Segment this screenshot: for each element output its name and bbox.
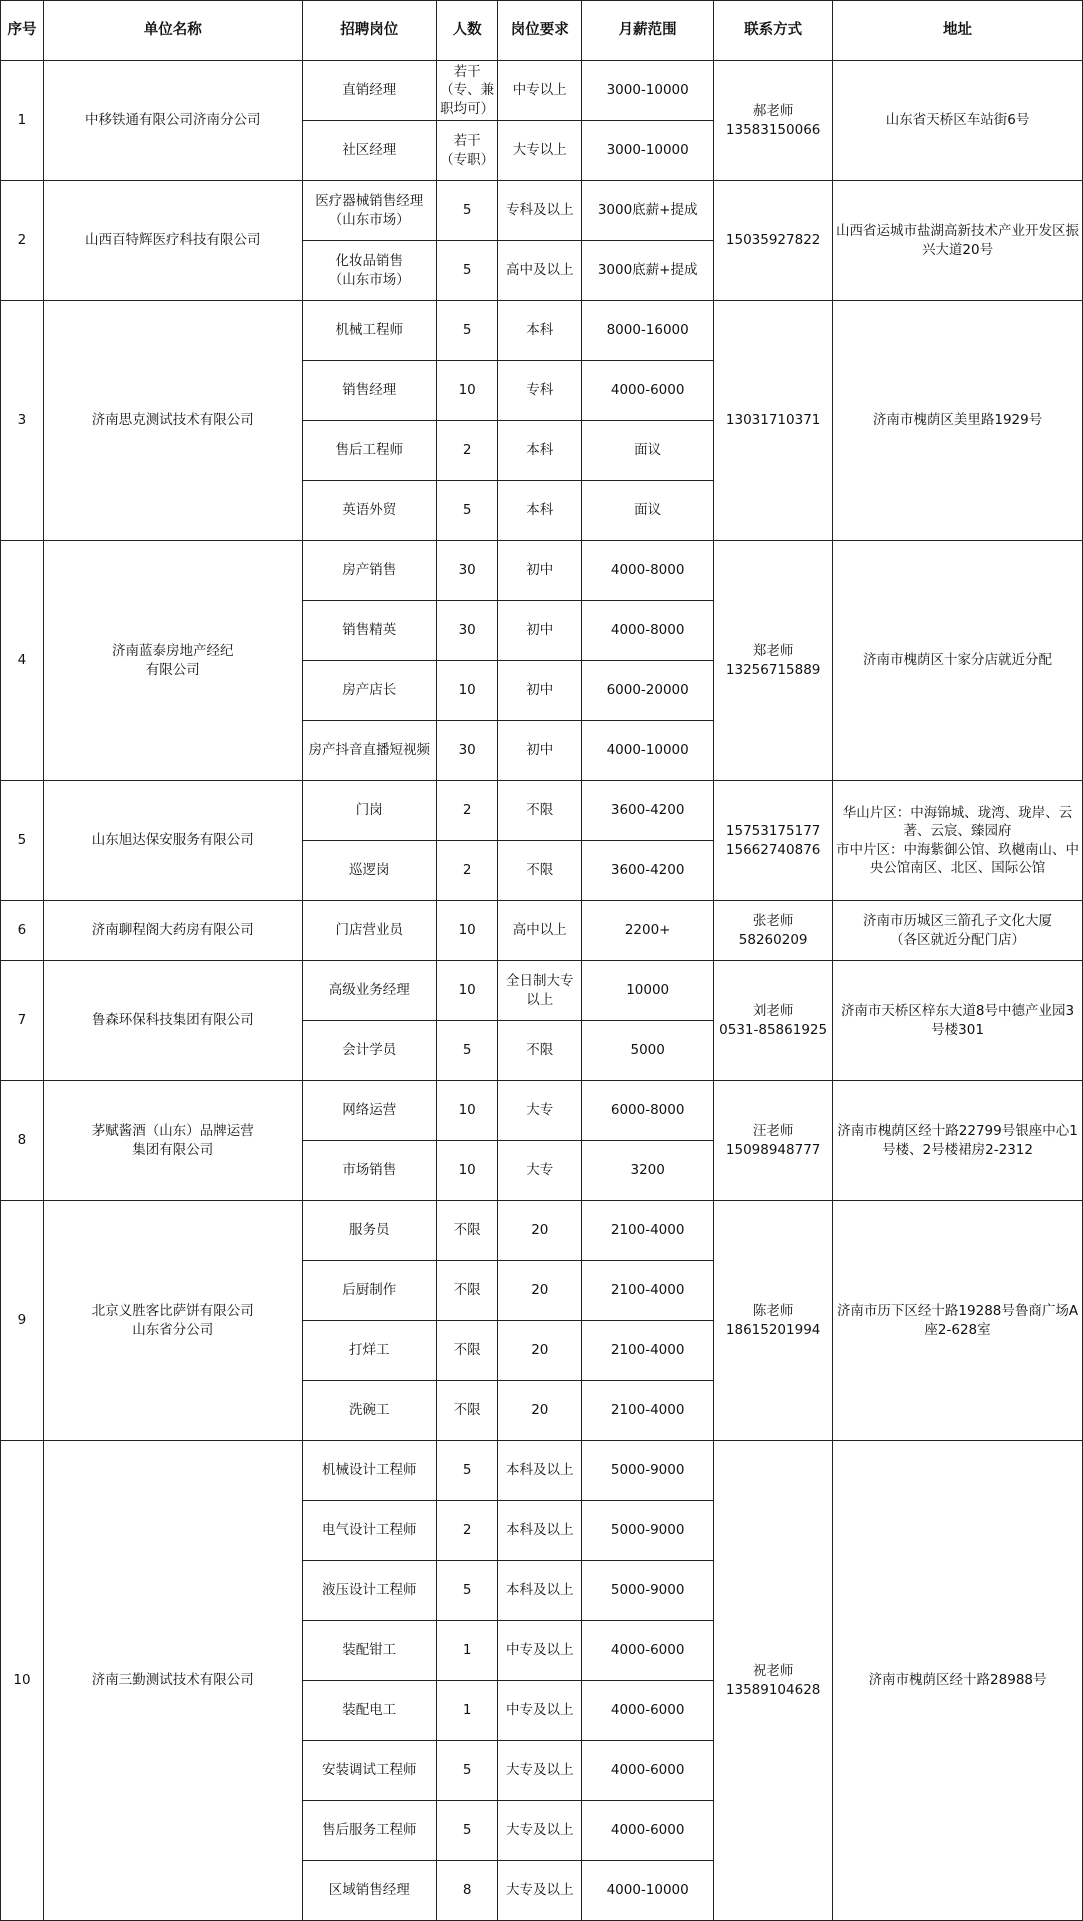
company-name: 山西百特辉医疗科技有限公司 — [43, 181, 302, 301]
job-title: 高级业务经理 — [302, 961, 436, 1021]
job-salary: 6000-8000 — [582, 1081, 714, 1141]
header-row — [1, 1, 1083, 61]
job-salary: 4000-6000 — [582, 1681, 714, 1741]
job-title: 洗碗工 — [302, 1381, 436, 1441]
job-requirement: 初中 — [498, 721, 582, 781]
job-count: 5 — [436, 1561, 498, 1621]
job-salary: 2200+ — [582, 901, 714, 961]
job-count: 5 — [436, 181, 498, 241]
job-salary: 3000-10000 — [582, 121, 714, 181]
table-row — [1, 961, 1083, 1021]
job-title: 机械设计工程师 — [302, 1441, 436, 1501]
job-title: 机械工程师 — [302, 301, 436, 361]
job-requirement: 本科及以上 — [498, 1501, 582, 1561]
row-number: 9 — [1, 1201, 44, 1441]
company-address: 山西省运城市盐湖高新技术产业开发区振兴大道20号 — [833, 181, 1083, 301]
job-title: 房产店长 — [302, 661, 436, 721]
job-requirement: 20 — [498, 1321, 582, 1381]
job-salary: 4000-8000 — [582, 541, 714, 601]
job-requirement: 大专以上 — [498, 121, 582, 181]
job-salary: 2100-4000 — [582, 1381, 714, 1441]
header-count: 人数 — [436, 1, 498, 61]
job-title: 安装调试工程师 — [302, 1741, 436, 1801]
job-requirement: 大专及以上 — [498, 1801, 582, 1861]
job-title: 巡逻岗 — [302, 841, 436, 901]
job-title: 打烊工 — [302, 1321, 436, 1381]
job-title: 销售经理 — [302, 361, 436, 421]
job-title: 网络运营 — [302, 1081, 436, 1141]
job-title: 销售精英 — [302, 601, 436, 661]
table-row — [1, 1441, 1083, 1501]
job-salary: 3600-4200 — [582, 841, 714, 901]
company-address: 济南市历下区经十路19288号鲁商广场A座2-628室 — [833, 1201, 1083, 1441]
job-requirement: 不限 — [498, 1021, 582, 1081]
job-count: 若干 （专、兼职均可） — [436, 61, 498, 121]
job-count: 不限 — [436, 1321, 498, 1381]
header-requirement: 岗位要求 — [498, 1, 582, 61]
company-name: 济南聊程阁大药房有限公司 — [43, 901, 302, 961]
job-title: 区域销售经理 — [302, 1861, 436, 1921]
job-requirement: 本科及以上 — [498, 1441, 582, 1501]
company-name: 济南蓝泰房地产经纪 有限公司 — [43, 541, 302, 781]
company-name: 北京义胜客比萨饼有限公司 山东省分公司 — [43, 1201, 302, 1441]
job-requirement: 高中以上 — [498, 901, 582, 961]
job-requirement: 全日制大专以上 — [498, 961, 582, 1021]
company-name: 济南三勤测试技术有限公司 — [43, 1441, 302, 1921]
job-requirement: 20 — [498, 1261, 582, 1321]
job-salary: 2100-4000 — [582, 1201, 714, 1261]
job-title: 装配电工 — [302, 1681, 436, 1741]
row-number: 2 — [1, 181, 44, 301]
job-salary: 4000-6000 — [582, 361, 714, 421]
job-salary: 5000 — [582, 1021, 714, 1081]
row-number: 3 — [1, 301, 44, 541]
job-requirement: 不限 — [498, 841, 582, 901]
contact-info: 张老师 58260209 — [714, 901, 833, 961]
job-title: 门岗 — [302, 781, 436, 841]
job-count: 10 — [436, 901, 498, 961]
header-company: 单位名称 — [43, 1, 302, 61]
job-title: 后厨制作 — [302, 1261, 436, 1321]
table-row — [1, 1081, 1083, 1141]
company-address: 山东省天桥区车站街6号 — [833, 61, 1083, 181]
job-salary: 3200 — [582, 1141, 714, 1201]
job-salary: 2100-4000 — [582, 1321, 714, 1381]
job-salary: 3000-10000 — [582, 61, 714, 121]
table-row — [1, 61, 1083, 121]
job-requirement: 不限 — [498, 781, 582, 841]
job-title: 市场销售 — [302, 1141, 436, 1201]
job-title: 房产抖音直播短视频 — [302, 721, 436, 781]
job-requirement: 大专及以上 — [498, 1741, 582, 1801]
job-count: 10 — [436, 961, 498, 1021]
job-salary: 6000-20000 — [582, 661, 714, 721]
job-requirement: 本科 — [498, 481, 582, 541]
job-title: 会计学员 — [302, 1021, 436, 1081]
company-address: 华山片区：中海锦城、珑湾、珑岸、云著、云宸、臻园府 市中片区：中海紫御公馆、玖樾南山、中央公馆南区、北区、国际公馆 — [833, 781, 1083, 901]
table-row — [1, 301, 1083, 361]
job-title: 门店营业员 — [302, 901, 436, 961]
job-salary: 面议 — [582, 481, 714, 541]
row-number: 4 — [1, 541, 44, 781]
company-name: 茅赋酱酒（山东）品牌运营 集团有限公司 — [43, 1081, 302, 1201]
company-address: 济南市历城区三箭孔子文化大厦 （各区就近分配门店） — [833, 901, 1083, 961]
job-count: 30 — [436, 601, 498, 661]
job-count: 不限 — [436, 1201, 498, 1261]
job-count: 5 — [436, 241, 498, 301]
job-count: 8 — [436, 1861, 498, 1921]
job-count: 2 — [436, 781, 498, 841]
company-name: 鲁森环保科技集团有限公司 — [43, 961, 302, 1081]
header-address: 地址 — [833, 1, 1083, 61]
job-title: 装配钳工 — [302, 1621, 436, 1681]
job-title: 电气设计工程师 — [302, 1501, 436, 1561]
row-number: 8 — [1, 1081, 44, 1201]
job-salary: 4000-6000 — [582, 1741, 714, 1801]
contact-info: 15753175177 15662740876 — [714, 781, 833, 901]
job-count: 5 — [436, 481, 498, 541]
job-title: 房产销售 — [302, 541, 436, 601]
contact-info: 郑老师 13256715889 — [714, 541, 833, 781]
job-salary: 3600-4200 — [582, 781, 714, 841]
contact-info: 13031710371 — [714, 301, 833, 541]
job-salary: 5000-9000 — [582, 1441, 714, 1501]
job-salary: 3000底薪+提成 — [582, 241, 714, 301]
job-salary: 4000-6000 — [582, 1801, 714, 1861]
job-count: 2 — [436, 841, 498, 901]
job-requirement: 初中 — [498, 601, 582, 661]
row-number: 5 — [1, 781, 44, 901]
company-address: 济南市槐荫区美里路1929号 — [833, 301, 1083, 541]
table-row — [1, 181, 1083, 241]
table-body — [1, 61, 1083, 1921]
job-requirement: 中专以上 — [498, 61, 582, 121]
job-count: 不限 — [436, 1381, 498, 1441]
job-title: 直销经理 — [302, 61, 436, 121]
job-requirement: 20 — [498, 1381, 582, 1441]
job-count: 5 — [436, 1801, 498, 1861]
contact-info: 汪老师 15098948777 — [714, 1081, 833, 1201]
job-requirement: 中专及以上 — [498, 1621, 582, 1681]
header-salary: 月薪范围 — [582, 1, 714, 61]
job-requirement: 20 — [498, 1201, 582, 1261]
job-requirement: 大专 — [498, 1081, 582, 1141]
job-count: 5 — [436, 301, 498, 361]
job-count: 2 — [436, 1501, 498, 1561]
job-salary: 5000-9000 — [582, 1501, 714, 1561]
job-salary: 4000-8000 — [582, 601, 714, 661]
row-number: 10 — [1, 1441, 44, 1921]
company-name: 济南思克测试技术有限公司 — [43, 301, 302, 541]
row-number: 6 — [1, 901, 44, 961]
job-salary: 10000 — [582, 961, 714, 1021]
company-address: 济南市槐荫区经十路22799号银座中心1号楼、2号楼裙房2-2312 — [833, 1081, 1083, 1201]
job-count: 不限 — [436, 1261, 498, 1321]
company-name: 山东旭达保安服务有限公司 — [43, 781, 302, 901]
job-count: 若干 （专职） — [436, 121, 498, 181]
company-name: 中移铁通有限公司济南分公司 — [43, 61, 302, 181]
job-requirement: 本科 — [498, 421, 582, 481]
job-count: 30 — [436, 541, 498, 601]
company-address: 济南市槐荫区十家分店就近分配 — [833, 541, 1083, 781]
row-number: 1 — [1, 61, 44, 181]
header-position: 招聘岗位 — [302, 1, 436, 61]
job-requirement: 高中及以上 — [498, 241, 582, 301]
job-count: 2 — [436, 421, 498, 481]
job-requirement: 本科及以上 — [498, 1561, 582, 1621]
job-requirement: 本科 — [498, 301, 582, 361]
contact-info: 郝老师 13583150066 — [714, 61, 833, 181]
job-salary: 4000-6000 — [582, 1621, 714, 1681]
job-count: 10 — [436, 661, 498, 721]
job-title: 化妆品销售 （山东市场） — [302, 241, 436, 301]
job-count: 5 — [436, 1441, 498, 1501]
contact-info: 陈老师 18615201994 — [714, 1201, 833, 1441]
table-row — [1, 541, 1083, 601]
job-salary: 4000-10000 — [582, 1861, 714, 1921]
contact-info: 15035927822 — [714, 181, 833, 301]
company-address: 济南市天桥区梓东大道8号中德产业园3号楼301 — [833, 961, 1083, 1081]
job-salary: 面议 — [582, 421, 714, 481]
job-requirement: 中专及以上 — [498, 1681, 582, 1741]
row-number: 7 — [1, 961, 44, 1081]
job-count: 1 — [436, 1621, 498, 1681]
job-requirement: 初中 — [498, 541, 582, 601]
table-row — [1, 1201, 1083, 1261]
job-title: 医疗器械销售经理 （山东市场） — [302, 181, 436, 241]
job-title: 服务员 — [302, 1201, 436, 1261]
job-requirement: 初中 — [498, 661, 582, 721]
job-salary: 8000-16000 — [582, 301, 714, 361]
job-salary: 5000-9000 — [582, 1561, 714, 1621]
job-title: 英语外贸 — [302, 481, 436, 541]
job-count: 30 — [436, 721, 498, 781]
job-count: 5 — [436, 1741, 498, 1801]
job-count: 10 — [436, 1141, 498, 1201]
job-count: 1 — [436, 1681, 498, 1741]
company-address: 济南市槐荫区经十路28988号 — [833, 1441, 1083, 1921]
contact-info: 刘老师 0531-85861925 — [714, 961, 833, 1081]
job-requirement: 专科 — [498, 361, 582, 421]
job-salary: 3000底薪+提成 — [582, 181, 714, 241]
job-requirement: 大专及以上 — [498, 1861, 582, 1921]
job-salary: 2100-4000 — [582, 1261, 714, 1321]
header-contact: 联系方式 — [714, 1, 833, 61]
job-title: 售后工程师 — [302, 421, 436, 481]
header-no: 序号 — [1, 1, 44, 61]
job-requirement: 大专 — [498, 1141, 582, 1201]
job-count: 10 — [436, 1081, 498, 1141]
job-title: 液压设计工程师 — [302, 1561, 436, 1621]
job-count: 5 — [436, 1021, 498, 1081]
contact-info: 祝老师 13589104628 — [714, 1441, 833, 1921]
job-requirement: 专科及以上 — [498, 181, 582, 241]
table-row — [1, 781, 1083, 841]
job-count: 10 — [436, 361, 498, 421]
job-title: 社区经理 — [302, 121, 436, 181]
job-title: 售后服务工程师 — [302, 1801, 436, 1861]
table-row — [1, 901, 1083, 961]
job-salary: 4000-10000 — [582, 721, 714, 781]
